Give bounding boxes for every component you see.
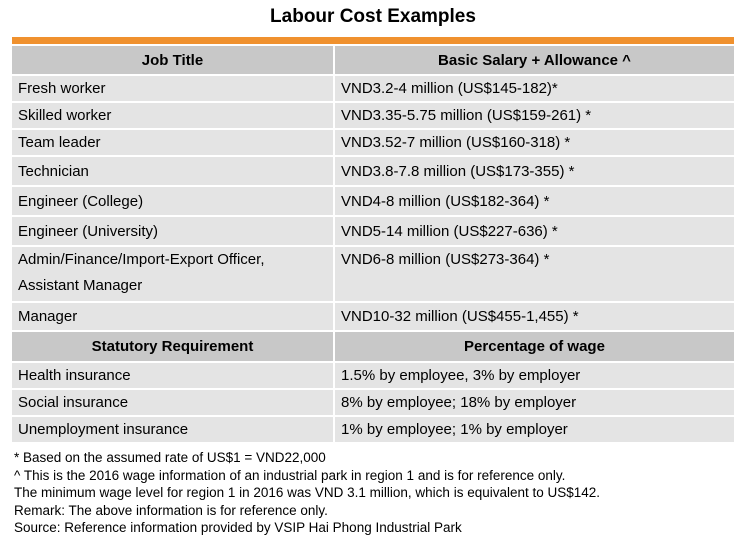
percentage-cell: 1.5% by employee, 3% by employer bbox=[334, 362, 734, 389]
labour-cost-table bbox=[12, 46, 734, 444]
salary-cell: VND3.52-7 million (US$160-318) * bbox=[334, 129, 734, 156]
table-row bbox=[12, 156, 734, 186]
footnote: The minimum wage level for region 1 in 2016 was VND 3.1 million, which is equivalent to US$142. bbox=[14, 485, 601, 501]
footnote: ^ This is the 2016 wage information of an industrial park in region 1 and is for reference only. bbox=[14, 467, 566, 483]
salary-cell: VND5-14 million (US$227-636) * bbox=[334, 216, 734, 246]
requirement-cell: Health insurance bbox=[12, 362, 334, 389]
salary-cell: VND10-32 million (US$455-1,455) * bbox=[334, 302, 734, 331]
job-title-cell: Manager bbox=[12, 302, 334, 331]
footnote: Remark: The above information is for reference only. bbox=[14, 502, 328, 518]
table-row bbox=[12, 186, 734, 216]
footnote: * Based on the assumed rate of US$1 = VND22,000 bbox=[14, 450, 326, 465]
table-row bbox=[12, 129, 734, 156]
job-title-cell: Technician bbox=[12, 156, 334, 186]
insurance-header-row bbox=[12, 331, 734, 362]
salary-cell: VND3.2-4 million (US$145-182)* bbox=[334, 75, 734, 102]
percentage-cell: 8% by employee; 18% by employer bbox=[334, 389, 734, 416]
header-percentage-of-wage: Percentage of wage bbox=[334, 331, 734, 362]
job-title-cell: Admin/Finance/Import-Export Officer, Assistant Manager bbox=[12, 246, 334, 302]
table-row bbox=[12, 102, 734, 129]
table-row bbox=[12, 302, 734, 331]
header-statutory-requirement: Statutory Requirement bbox=[12, 331, 334, 362]
job-title-cell: Engineer (University) bbox=[12, 216, 334, 246]
footnotes bbox=[14, 449, 600, 537]
salary-cell: VND6-8 million (US$273-364) * bbox=[334, 246, 734, 302]
requirement-cell: Unemployment insurance bbox=[12, 416, 334, 443]
salary-cell: VND3.35-5.75 million (US$159-261) * bbox=[334, 102, 734, 129]
salary-header-row bbox=[12, 46, 734, 75]
job-title-cell: Skilled worker bbox=[12, 102, 334, 129]
table-row bbox=[12, 216, 734, 246]
salary-cell: VND3.8-7.8 million (US$173-355) * bbox=[334, 156, 734, 186]
table-row bbox=[12, 362, 734, 389]
job-title-cell: Engineer (College) bbox=[12, 186, 334, 216]
requirement-cell: Social insurance bbox=[12, 389, 334, 416]
job-title-cell: Fresh worker bbox=[12, 75, 334, 102]
header-basic-salary: Basic Salary + Allowance ^ bbox=[334, 46, 734, 75]
job-title-cell: Team leader bbox=[12, 129, 334, 156]
table-row bbox=[12, 246, 734, 302]
header-job-title: Job Title bbox=[12, 46, 334, 75]
percentage-cell: 1% by employee; 1% by employer bbox=[334, 416, 734, 443]
table-row bbox=[12, 75, 734, 102]
table-row bbox=[12, 389, 734, 416]
table-row bbox=[12, 416, 734, 443]
salary-cell: VND4-8 million (US$182-364) * bbox=[334, 186, 734, 216]
footnote: Source: Reference information provided by VSIP Hai Phong Industrial Park bbox=[14, 520, 462, 536]
page-title: Labour Cost Examples bbox=[270, 6, 476, 27]
title-accent-bar bbox=[12, 37, 734, 44]
